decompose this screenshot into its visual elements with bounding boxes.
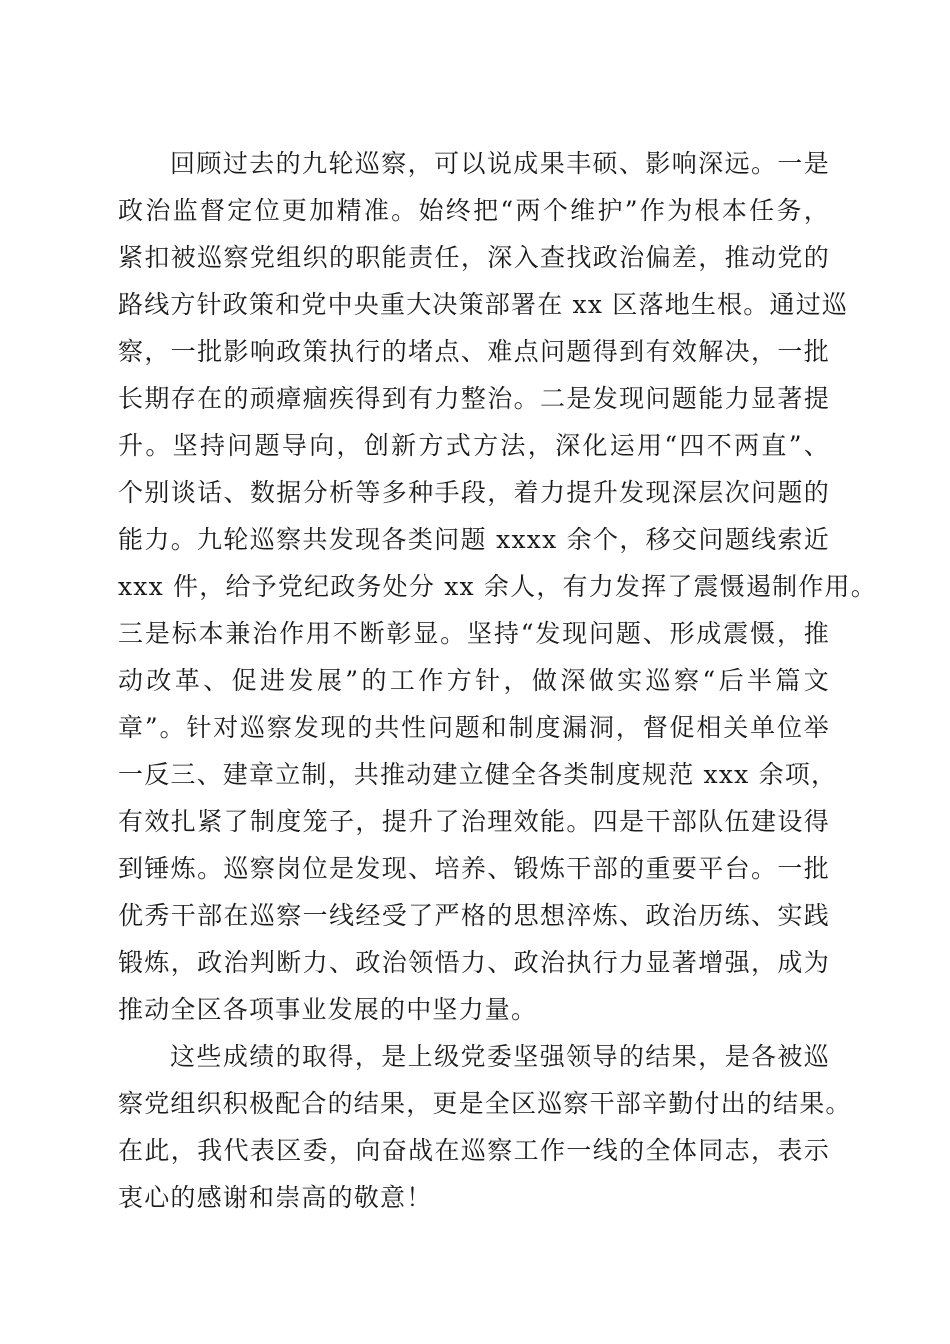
text-line: 一反三、建章立制，共推动建立健全各类制度规范 xxx 余项，: [118, 760, 838, 789]
text-line: 回顾过去的九轮巡察，可以说成果丰硕、影响深远。一是: [170, 149, 830, 178]
text-line: 有效扎紧了制度笼子，提升了治理效能。四是干部队伍建设得: [118, 807, 830, 836]
text-line: 三是标本兼治作用不断彰显。坚持“发现问题、形成震慑，推: [118, 619, 830, 648]
text-line: 察，一批影响政策执行的堵点、难点问题得到有效解决，一批: [118, 337, 830, 366]
text-line: 政治监督定位更加精准。始终把“两个维护”作为根本任务，: [118, 196, 830, 225]
document-body: [118, 140, 877, 1221]
text-line: 章”。针对巡察发现的共性问题和制度漏洞，督促相关单位举: [118, 713, 830, 742]
text-line: 紧扣被巡察党组织的职能责任，深入查找政治偏差，推动党的: [118, 243, 830, 272]
text-line: 优秀干部在巡察一线经受了严格的思想淬炼、政治历练、实践: [118, 901, 830, 930]
text-line: 动改革、促进发展”的工作方针，做深做实巡察“后半篇文: [118, 666, 830, 695]
text-line: 在此，我代表区委，向奋战在巡察工作一线的全体同志，表示: [118, 1136, 830, 1165]
text-line: 推动全区各项事业发展的中坚力量。: [118, 995, 538, 1024]
text-line: 锻炼，政治判断力、政治领悟力、政治执行力显著增强，成为: [118, 948, 830, 977]
paragraph: [118, 1033, 852, 1221]
text-line: 长期存在的顽瘴痼疾得到有力整治。二是发现问题能力显著提: [118, 384, 830, 413]
text-line: 个别谈话、数据分析等多种手段，着力提升发现深层次问题的: [118, 478, 830, 507]
paragraph: [118, 140, 877, 1033]
text-line: 衷心的感谢和崇高的敬意！: [118, 1183, 433, 1212]
text-line: 到锤炼。巡察岗位是发现、培养、锻炼干部的重要平台。一批: [118, 854, 830, 883]
text-line: 察党组织积极配合的结果，更是全区巡察干部辛勤付出的结果。: [118, 1089, 852, 1118]
text-line: 升。坚持问题导向，创新方式方法，深化运用“四不两直”、: [118, 431, 830, 460]
text-line: xxx 件，给予党纪政务处分 xx 余人，有力发挥了震慑遏制作用。: [118, 572, 877, 601]
text-line: 这些成绩的取得，是上级党委坚强领导的结果，是各被巡: [170, 1042, 830, 1071]
text-line: 能力。九轮巡察共发现各类问题 xxxx 余个，移交问题线索近: [118, 525, 830, 554]
text-line: 路线方针政策和党中央重大决策部署在 xx 区落地生根。通过巡: [118, 290, 849, 319]
